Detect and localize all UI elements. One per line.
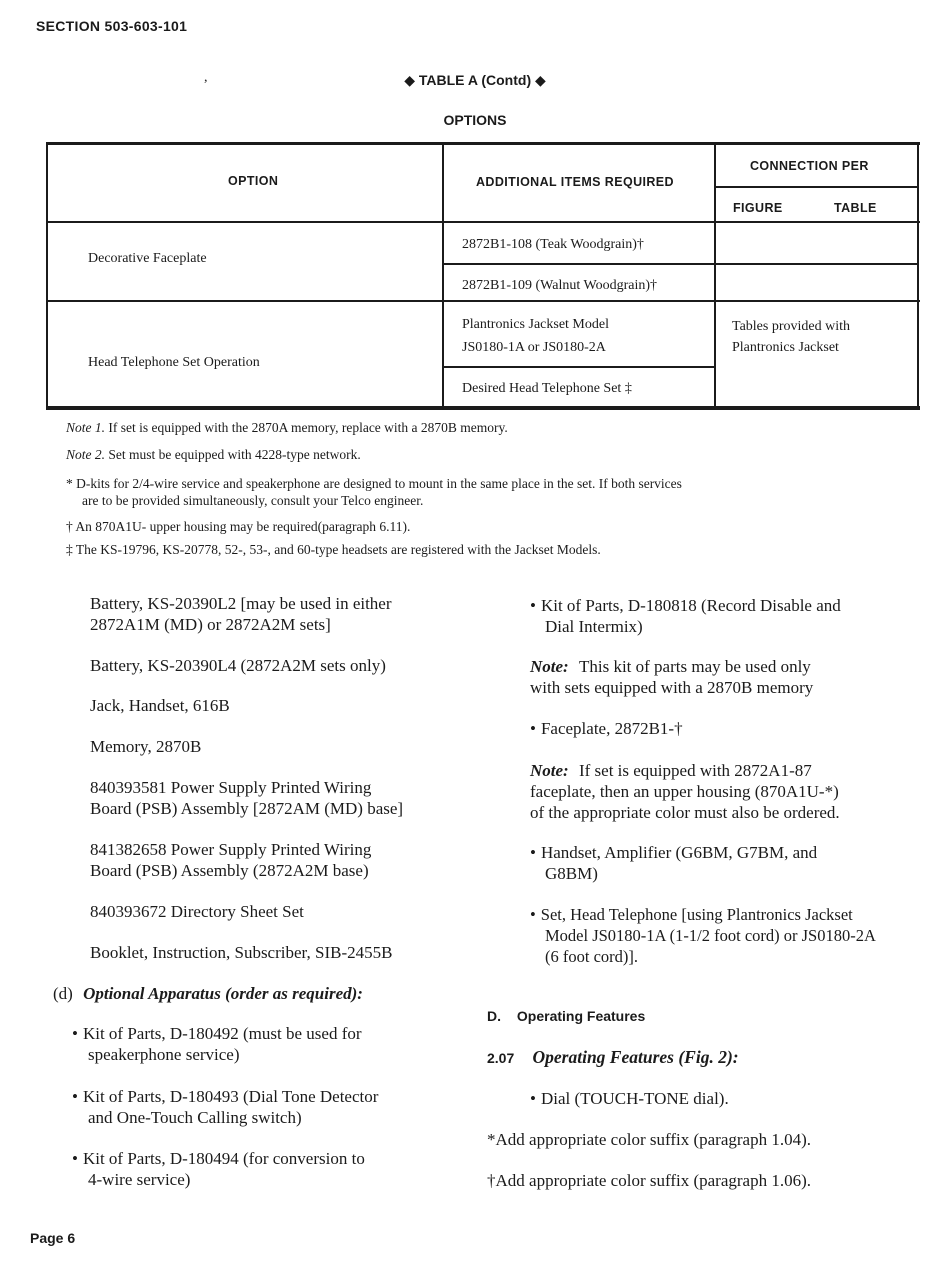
row-item-head-set: Desired Head Telephone Set ‡ [462,381,632,396]
note-1-text: If set is equipped with the 2870A memory, replace with a 2870B memory. [108,420,508,435]
note-2-text: Set must be equipped with 4228-type network. [108,447,361,462]
footnote-star-symbol: * [66,476,73,491]
optional-item-d180493 [72,1086,378,1128]
list-item-battery-l2-line1: Battery, KS-20390L2 [may be used in either [90,594,392,613]
note-2 [66,446,361,463]
table-border-bottom [46,406,920,410]
row-option-decorative-faceplate: Decorative Faceplate [88,251,207,266]
col-header-figure: FIGURE [733,201,783,215]
list-item-battery-l2-line2: 2872A1M (MD) or 2872A2M sets] [90,615,331,634]
bullet-icon: • [530,719,536,738]
footnote-color-star: *Add appropriate color suffix (paragraph 1.04). [487,1130,811,1149]
footnote-double-dagger [66,541,601,558]
handset-amplifier-line1: Handset, Amplifier (G6BM, G7BM, and [540,843,818,862]
note-kit-memory [530,656,813,698]
list-item-memory: Memory, 2870B [90,737,202,756]
page-number: Page 6 [30,1230,76,1246]
note-faceplate-line2: faceplate, then an upper housing (870A1U-*) [530,782,839,801]
col-header-connection: CONNECTION PER [750,159,869,173]
col-header-table: TABLE [834,201,877,215]
optional-item-d180493-line1: Kit of Parts, D-180493 (Dial Tone Detector [82,1087,379,1106]
footnote-dagger [66,518,410,535]
list-item-battery-l2 [90,593,392,635]
note-kit-memory-line2: with sets equipped with a 2870B memory [530,678,814,697]
table-divider-col2 [714,142,716,408]
footnote-color-dagger: †Add appropriate color suffix (paragraph 1.06). [487,1171,811,1190]
row-item-jackset-numbers: JS0180-1A or JS0180-2A [462,340,606,355]
optional-item-d180494 [72,1148,365,1190]
footnote-dagger-symbol: † [66,519,73,534]
stray-mark: , [204,70,208,85]
table-border-top [46,142,920,145]
section-d-title: Operating Features [516,1008,646,1024]
row-item-walnut: 2872B1-109 (Walnut Woodgrain)† [462,278,658,293]
optional-item-d180492 [72,1023,362,1065]
list-item-directory-sheet: 840393672 Directory Sheet Set [90,902,304,921]
table-divider-col1 [442,142,444,408]
paragraph-number: 2.07 [487,1050,515,1066]
table-divider-header [46,221,920,223]
table-border-left [46,142,48,408]
paragraph-2-07-heading [487,1047,739,1069]
kit-d180818 [530,595,841,637]
row-connection-line2: Plantronics Jackset [732,340,839,355]
optional-apparatus-label: (d) [53,984,73,1003]
note-label: Note: [530,761,569,780]
note-faceplate-line3: of the appropriate color must also be ordered. [530,803,840,822]
table-divider-row2-inner [442,366,715,368]
table-border-right [917,142,919,408]
section-d-heading [487,1008,645,1024]
table-divider-row1-inner [442,263,919,265]
footnote-double-dagger-symbol: ‡ [66,542,73,557]
faceplate-item [530,718,683,739]
footnote-double-dagger-text: The KS-19796, KS-20778, 52-, 53-, and 60-type headsets are registered with the Jackset Models. [75,542,601,557]
head-telephone-set-line3: (6 foot cord)]. [545,947,639,966]
note-faceplate-line1: If set is equipped with 2872A1-87 [578,761,812,780]
head-telephone-set-line2: Model JS0180-1A (1-1/2 foot cord) or JS0180-2A [545,926,876,945]
bullet-icon: • [72,1024,78,1043]
dial-item [530,1088,729,1109]
table-title [0,72,950,89]
optional-item-d180494-line1: Kit of Parts, D-180494 (for conversion to [82,1149,365,1168]
note-faceplate [530,760,840,823]
footnote-star-line1: D-kits for 2/4-wire service and speakerphone are designed to mount in the same place in the set. If both services [76,476,682,491]
row-option-head-telephone: Head Telephone Set Operation [88,355,260,370]
optional-item-d180493-line2: and One-Touch Calling switch) [88,1108,302,1127]
note-kit-memory-line1: This kit of parts may be used only [578,657,811,676]
table-title-text: TABLE A (Contd) [418,72,532,88]
row-connection-line1: Tables provided with [732,319,850,334]
col-header-items: ADDITIONAL ITEMS REQUIRED [476,175,674,189]
change-mark-right-icon: ◆ [535,72,546,88]
table-subtitle: OPTIONS [443,112,507,128]
col-header-option: OPTION [228,174,279,188]
bullet-icon: • [72,1087,78,1106]
bullet-icon: • [72,1149,78,1168]
head-telephone-set-line1: Set, Head Telephone [using Plantronics Jackset [540,905,853,924]
bullet-icon: • [530,905,536,924]
list-item-psb-md-line1: 840393581 Power Supply Printed Wiring [90,778,372,797]
note-2-label: Note 2. [66,447,105,462]
footnote-star [66,475,886,509]
optional-apparatus-title: Optional Apparatus (order as required): [83,984,363,1003]
section-d-label: D. [487,1008,501,1024]
optional-item-d180494-line2: 4-wire service) [88,1170,191,1189]
bullet-icon: • [530,1089,536,1108]
section-header: SECTION 503-603-101 [36,18,188,34]
change-mark-left-icon: ◆ [404,72,415,88]
list-item-booklet: Booklet, Instruction, Subscriber, SIB-2455B [90,943,393,962]
table-divider-row [46,300,920,302]
dial-item-text: Dial (TOUCH-TONE dial). [540,1089,729,1108]
head-telephone-set [530,904,876,967]
list-item-psb-md [90,777,403,819]
faceplate-item-text: Faceplate, 2872B1-† [540,719,683,738]
footnote-dagger-text: An 870A1U- upper housing may be required(paragraph 6.11). [75,519,411,534]
table-divider-subheader [714,186,919,188]
note-1 [66,419,508,436]
list-item-psb-a2m-line2: Board (PSB) Assembly (2872A2M base) [90,861,369,880]
optional-item-d180492-line2: speakerphone service) [88,1045,240,1064]
list-item-psb-a2m-line1: 841382658 Power Supply Printed Wiring [90,840,372,859]
bullet-icon: • [530,596,536,615]
kit-d180818-line2: Dial Intermix) [545,617,643,636]
list-item-psb-a2m [90,839,371,881]
row-item-jackset-model: Plantronics Jackset Model [462,317,609,332]
optional-apparatus-heading [53,983,363,1004]
optional-item-d180492-line1: Kit of Parts, D-180492 (must be used for [82,1024,362,1043]
row-item-teak: 2872B1-108 (Teak Woodgrain)† [462,237,644,252]
list-item-psb-md-line2: Board (PSB) Assembly [2872AM (MD) base] [90,799,404,818]
note-label: Note: [530,657,569,676]
footnote-star-line2: are to be provided simultaneously, consult your Telco engineer. [82,493,424,508]
list-item-battery-l4: Battery, KS-20390L4 (2872A2M sets only) [90,656,386,675]
paragraph-title: Operating Features (Fig. 2): [532,1047,739,1067]
bullet-icon: • [530,843,536,862]
handset-amplifier [530,842,817,884]
handset-amplifier-line2: G8BM) [545,864,598,883]
note-1-label: Note 1. [66,420,105,435]
kit-d180818-line1: Kit of Parts, D-180818 (Record Disable and [540,596,841,615]
list-item-jack: Jack, Handset, 616B [90,696,230,715]
